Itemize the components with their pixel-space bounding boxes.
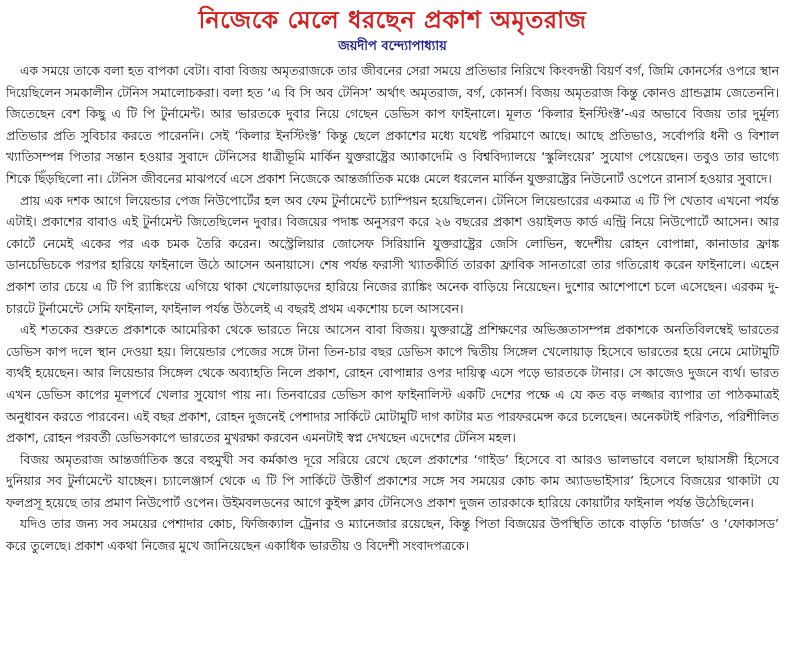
article-body [6, 60, 779, 557]
article-paragraph: বিজয় অমৃতরাজ আন্তর্জাতিক স্তরে বহুমুখী সব কর্মকাণ্ড দূরে সরিয়ে রেখে ছেলে প্রকাশের ‘গাইড’ হিসেবে বা আরও ভালভাবে বললে ছায়াসঙ্গী হিসেবে দুনিয়ার সব টুর্নামেন্টে যাচ্ছেন। চ্যালেঞ্জার্স থেকে এ টি পি সার্কিটে উত্তীর্ণ প্রকাশের সঙ্গে সব সময়ের কোচ কাম অ্যাডভাইসার’ হিসেবে বিজয়ের থাকাটা যে ফলপ্রসূ হয়েছে তার প্রমাণ নিউপোর্ট ওপেন। উইমবলডনের আগে কুইন্স ক্লাব টেনিসেও প্রকাশ দুজন তারকাকে হারিয়ে কোয়ার্টার ফাইনাল পর্যন্ত উঠেছিলেন। [6, 451, 779, 510]
article-byline: জয়দীপ বন্দ্যোপাধ্যায় [338, 39, 447, 54]
article-paragraph: যদিও তার জন্য সব সময়ের পেশাদার কোচ, ফিজিক্যাল ট্রেনার ও ম্যানেজার রয়েছেন, কিন্তু পিতা বিজয়ের উপস্থিতি তাকে বাড়তি ‘চার্জড’ ও ‘ফোকাসড’ করে তুলেছে। প্রকাশ একথা নিজের মুখে জানিয়েছেন একাধিক ভারতীয় ও বিদেশী সংবাদপত্রকে। [6, 516, 779, 554]
article-paragraph: এই শতকের শুরুতে প্রকাশকে আমেরিকা থেকে ভারতে নিয়ে আসেন বাবা বিজয়। যুক্তরাষ্ট্রে প্রশিক্ষণের অভিজ্ঞতাসম্পন্ন প্রকাশকে অনতিবিলম্বেই ভারতের ডেভিস কাপ দলে স্থান দেওয়া হয়। লিয়েন্ডার পেজের সঙ্গে টানা তিন-চার বছর ডেভিস কাপে দ্বিতীয় সিঙ্গেল খেলোয়াড় হিসেবে ভারতের হয়ে নেমে মোটামুটি ব্যর্থই হয়েছেন। আর লিয়েন্ডার সিঙ্গেল থেকে অব্যাহতি নিলে প্রকাশ, রোহন বোপান্নার ওপর দায়িত্ব এসে পড়ে ভারতকে টানার। সে কাজেও দুজনে ব্যর্থ। ভারত এখন ডেভিস কাপের মূলপর্বে খেলার সুযোগ পায় না। তিনবারের ডেভিস কাপ ফাইনালিস্ট একটি দেশের পক্ষে এ যে কত বড় লজ্জার ব্যাপার তা পাঠকমাত্রই অনুধাবন করতে পারবেন। এই বছর প্রকাশ, রোহন দুজনেই পেশাদার সার্কিটে মোটামুটি দাগ কাটার মত পারফরমেন্স করে চলেছেন। অনেকটাই পরিণত, পরিশীলিত প্রকাশ, রোহন পরবর্তী ডেভিসকাপে ভারতের মুখরক্ষা করবেন এমনটাই স্বপ্ন দেখছেন এদেশের টেনিস মহল। [6, 322, 779, 446]
article-headline: নিজেকে মেলে ধরছেন প্রকাশ অমৃতরাজ [198, 6, 587, 34]
article-paragraph: প্রায় এক দশক আগে লিয়েন্ডার পেজ নিউপোর্টের হল অব ফেম টুর্নামেন্টে চ্যাম্পিয়ন হয়েছিলেন। টেনিসে লিয়েন্ডারের একমাত্র এ টি পি খেতাব এখনো পর্যন্ত এটাই। প্রকাশের বাবাও এই টুর্নামেন্ট জিতেছিলেন দুবার। বিজয়ের পদাঙ্ক অনুসরণ করে ২৬ বছরের প্রকাশ ওয়াইলড কার্ড এন্ট্রি নিয়ে নিউপোর্টে আসেন। আর কোর্টে নেমেই একের পর এক চমক তৈরি করেন। অস্ট্রেলিয়ার জোসেফ সিরিয়ানি যুক্তরাষ্ট্রের জেসি লোভিন, স্বদেশীয় রোহন বোপান্না, কানাডার ফ্রাঙ্ক ডানচেভিচকে পরপর হারিয়ে ফাইনালে উঠে আসেন অনায়াসে। শেষ পর্যন্ত ফরাসী খ্যাতকীর্তি তারকা ফ্রাবিক সানতারো তার গতিরোধ করেন ফাইনালে। এহেন প্রকাশ তার চেয়ে এ টি পি র‍্যাঙ্কিংয়ে এগিয়ে থাকা খেলোয়াড়দের হারিয়ে নিজের র‍্যাঙ্কিং অনেক বাড়িয়ে নিয়েছেন। দুশোর আশেপাশে চলে এসেছেন। এরকম দু-চারটে টুর্নামেন্টে সেমি ফাইনাল, ফাইনাল পর্যন্ত উঠলেই এ বছরই প্রথম একশোয় চলে আসবেন। [6, 192, 779, 316]
article-paragraph: এক সময়ে তাকে বলা হত বাপকা বেটা। বাবা বিজয় অমৃতরাজকে তার জীবনের সেরা সময়ে প্রতিভার নিরিখে কিংবদন্তী বিয়র্ণ বর্গ, জিমি কোনর্সের ওপরে স্থান দিয়েছিলেন সমকালীন টেনিস সমালোচকরা। বলা হত ‘এ বি সি অব টেনিস’ অর্থাৎ অমৃতরাজ, বর্গ, কোনর্স। বিজয় অমৃতরাজ কিন্তু কোনও গ্রান্ডস্লাম জেতেননি। জিতেছেন বেশ কিছু এ টি পি টুর্নামেন্ট। আর ভারতকে দুবার নিয়ে গেছেন ডেভিস কাপ ফাইনালে। মূলত ‘কিলার ইনস্টিংক্ট’-এর অভাবে বিজয় তার দুর্মূল্য প্রতিভার প্রতি সুবিচার করতে পারেননি। সেই ‘কিলার ইনস্টিংক্ট’ কিন্তু ছেলে প্রকাশের মধ্যে যথেষ্ট পরিমাণে আছে। আছে প্রতিভাও, সর্বোপরি ধনী ও বিশাল খ্যাতিসম্পন্ন পিতার সন্তান হওয়ার সুবাদে টেনিসের ধাত্রীভূমি মার্কিন যুক্তরাষ্ট্রের অ্যাকাদেমি ও বিশ্ববিদ্যালয়ে ‘স্কুলিংয়ের’ সুযোগ পেয়েছেন। তবুও তার ভাগ্যে শিকে ছিঁড়ছিলো না। টেনিস জীবনের মাঝপর্বে এসে প্রকাশ নিজেকে আন্তর্জাতিক মঞ্চে মেলে ধরলেন মার্কিন যুক্তরাষ্ট্রের নিউনোর্ট ওপেনে রানার্স হওয়ার সুবাদে। [6, 63, 779, 186]
